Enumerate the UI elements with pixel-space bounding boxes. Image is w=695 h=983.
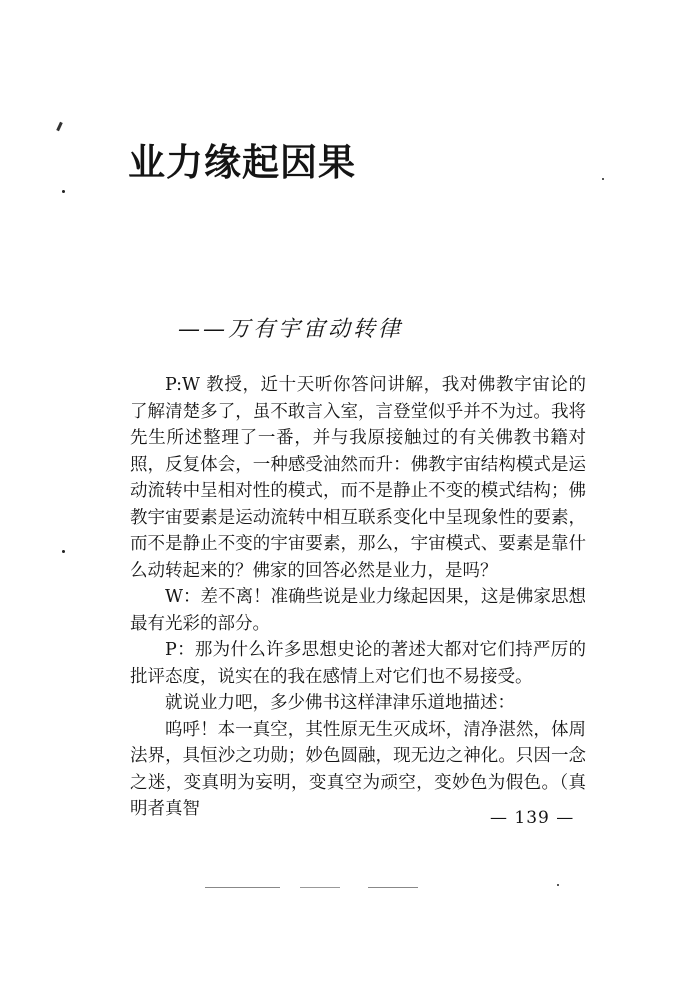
scan-speck	[62, 550, 65, 553]
chapter-title: 业力缘起因果	[128, 141, 356, 184]
paragraph-2: W：差不离！准确些说是业力缘起因果，这是佛家思想最有光彩的部分。	[130, 587, 586, 634]
body-text	[130, 372, 586, 823]
paragraph-3: P：那为什么许多思想史论的著述大都对它们持严厉的批评态度，说实在的我在感情上对它们也不易接受。	[130, 640, 586, 687]
paragraph-4: 就说业力吧，多少佛书这样津津乐道地描述：	[165, 693, 515, 713]
scan-mark	[368, 887, 418, 888]
scan-speck	[602, 178, 604, 180]
scan-mark	[56, 122, 63, 131]
chapter-subtitle: ——万有宇宙动转律	[178, 317, 404, 342]
page-number: — 139 —	[490, 808, 575, 828]
paragraph-1: P:W 教授，近十天听你答问讲解，我对佛教宇宙论的了解清楚多了，虽不敢言入室，言登堂似乎并不为过。我将先生所述整理了一番，并与我原接触过的有关佛教书籍对照，反复体会，一种感受油然而升：佛教宇宙结构模式是运动流转中呈相对性的模式，而不是静止不变的模式结构；佛教宇宙要素是运动流转中相互联系变化中呈现象性的要素，而不是静止不变的宇宙要素，那么，宇宙模式、要素是靠什么动转起来的？佛家的回答必然是业力，是吗？	[130, 375, 586, 581]
scan-speck	[62, 190, 65, 193]
scan-mark	[205, 887, 280, 888]
scan-speck	[557, 884, 559, 886]
scan-mark	[300, 887, 340, 888]
paragraph-5-quote: 呜呼！本一真空，其性原无生灭成坏，清净湛然，体周法界，具恒沙之功勋；妙色圆融，现无边之神化。只因一念之迷，变真明为妄明，变真空为顽空，变妙色为假色。（真明者真智	[130, 719, 586, 819]
